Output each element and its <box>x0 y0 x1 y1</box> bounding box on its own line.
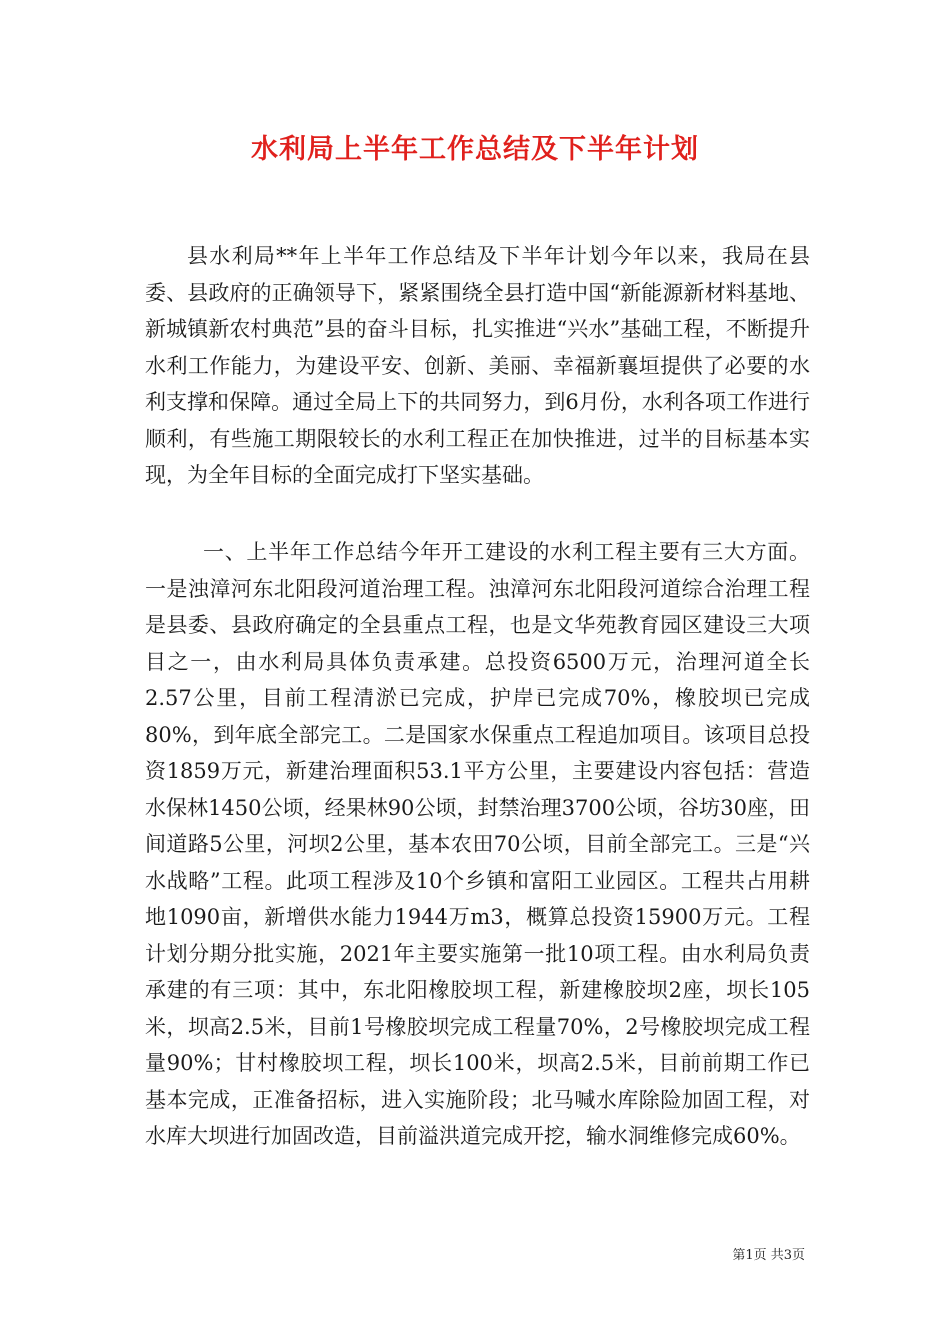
paragraph-first-half-summary: 一、上半年工作总结今年开工建设的水利工程主要有三大方面。一是浊漳河东北阳段河道治理工程。浊漳河东北阳段河道综合治理工程是县委、县政府确定的全县重点工程，也是文华苑教育园区建设三大项目之一，由水利局具体负责承建。总投资6500万元，治理河道全长2.57公里，目前工程清淤已完成，护岸已完成70%，橡胶坝已完成80%，到年底全部完工。二是国家水保重点工程追加项目。该项目总投资1859万元，新建治理面积53.1平方公里，主要建设内容包括：营造水保林1450公顷，经果林90公顷，封禁治理3700公顷，谷坊30座，田间道路5公里，河坝2公里，基本农田70公顷，目前全部完工。三是“兴水战略”工程。此项工程涉及10个乡镇和富阳工业园区。工程共占用耕地1090亩，新增供水能力1944万m3，概算总投资15900万元。工程计划分期分批实施，2021年主要实施第一批10项工程。由水利局负责承建的有三项：其中，东北阳橡胶坝工程，新建橡胶坝2座，坝长105米，坝高2.5米，目前1号橡胶坝完成工程量70%，2号橡胶坝完成工程量90%；甘村橡胶坝工程，坝长100米，坝高2.5米，目前前期工作已基本完成，正准备招标，进入实施阶段；北马喊水库除险加固工程，对水库大坝进行加固改造，目前溢洪道完成开挖，输水洞维修完成60%。 <box>145 540 810 1148</box>
page-number-footer: 第1页 共3页 <box>732 1248 805 1263</box>
document-title: 水利局上半年工作总结及下半年计划 <box>251 134 699 165</box>
paragraph-intro: 县水利局**年上半年工作总结及下半年计划今年以来，我局在县委、县政府的正确领导下，紧紧围绕全县打造中国“新能源新材料基地、新城镇新农村典范”县的奋斗目标，扎实推进“兴水”基础工程，不断提升水利工作能力，为建设平安、创新、美丽、幸福新襄垣提供了必要的水利支撑和保障。通过全局上下的共同努力，到6月份，水利各项工作进行顺利，有些施工期限较长的水利工程正在加快推进，过半的目标基本实现，为全年目标的全面完成打下坚实基础。 <box>145 244 810 487</box>
